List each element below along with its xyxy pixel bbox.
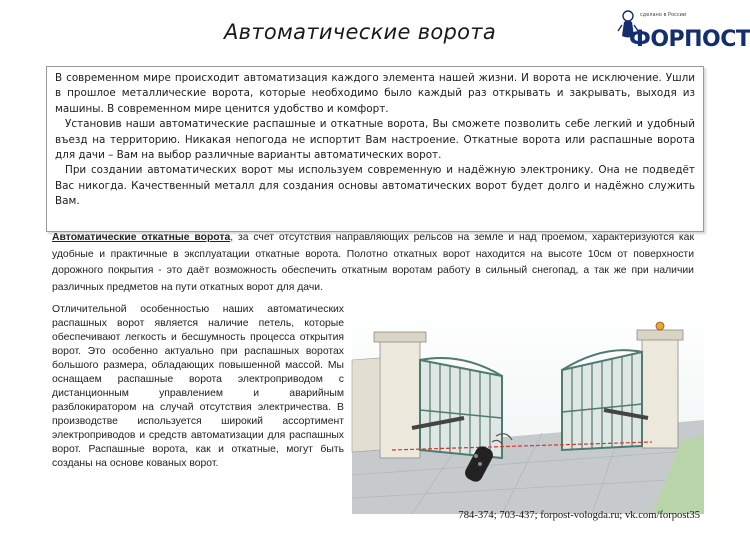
intro-text: [55, 71, 695, 210]
intro-paragraph-1: В современном мире происходит автоматизация каждого элемента нашей жизни. И ворота не исключение. Ушли в прошлое металлические ворота, которые необходимо было каждый раз открывать и закрывать, выходя из машины. В современном мире ценится удобство и комфорт.: [55, 72, 695, 115]
right-pillar: [637, 330, 683, 448]
contacts-line: 784-374; 703-437; forpost-vologda.ru; vk.com/forpost35: [458, 510, 700, 521]
intro-paragraph-2: Установив наши автоматические распашные и откатные ворота, Вы сможете позволить себе легкий и удобный въезд на территорию. Никакая непогода не испортит Вам настроение. Откатные ворота или распашные ворота для дачи – Вам на выбор различные варианты автоматических ворот.: [55, 118, 695, 162]
left-gate-leaf: [420, 358, 502, 458]
left-wall: [352, 358, 380, 452]
intro-box: [46, 66, 704, 232]
sliding-gates-heading: Автоматические откатные ворота: [52, 232, 231, 243]
sliding-gates-body: , за счет отсутствия направляющих рельсов на земле и над проемом, характеризуются как удобные и практичные в эксплуатации откатные ворота. Полотно откатных ворот находится на высоте 10см от поверхности дорожного покрытия - это даёт возможность обеспечить откатным воротам работу в сильный снегопад, а так же при наличии различных предметов на пути откатных ворот для дачи.: [52, 232, 694, 293]
page-title: Автоматические ворота: [223, 20, 497, 44]
signal-lamp: [656, 322, 664, 330]
logo-name: ФОРПОСТ: [629, 27, 750, 52]
logo-head: [623, 11, 633, 21]
sliding-gates-text: [52, 230, 694, 296]
gate-illustration: [352, 300, 704, 514]
logo-tagline: сделано в России: [640, 12, 687, 18]
swing-gates-text: Отличительной особенностью наших автоматических распашных ворот является наличие петель, которые обеспечивают легкость и бесшумность процесса открытия ворот. Это особенно актуально при распашных воротах большого размера, обладающих повышенной массой. Мы оснащаем распашные ворота электроприводом с дистанционным управлением и аварийным разблокиратором на случай отсутствия электричества. В производстве используется широкий ассортимент электроприводов и средств автоматизации для распашных ворот. Распашные ворота, как и откатные, могут быть созданы на основе кованых ворот.: [52, 304, 344, 469]
left-pillar: [374, 332, 426, 458]
intro-paragraph-3: При создании автоматических ворот мы используем современную и надёжную электронику. Она не подведёт Вас никогда. Качественный металл для создания основы автоматических ворот будет долго и надёжно служить Вам.: [55, 164, 695, 208]
